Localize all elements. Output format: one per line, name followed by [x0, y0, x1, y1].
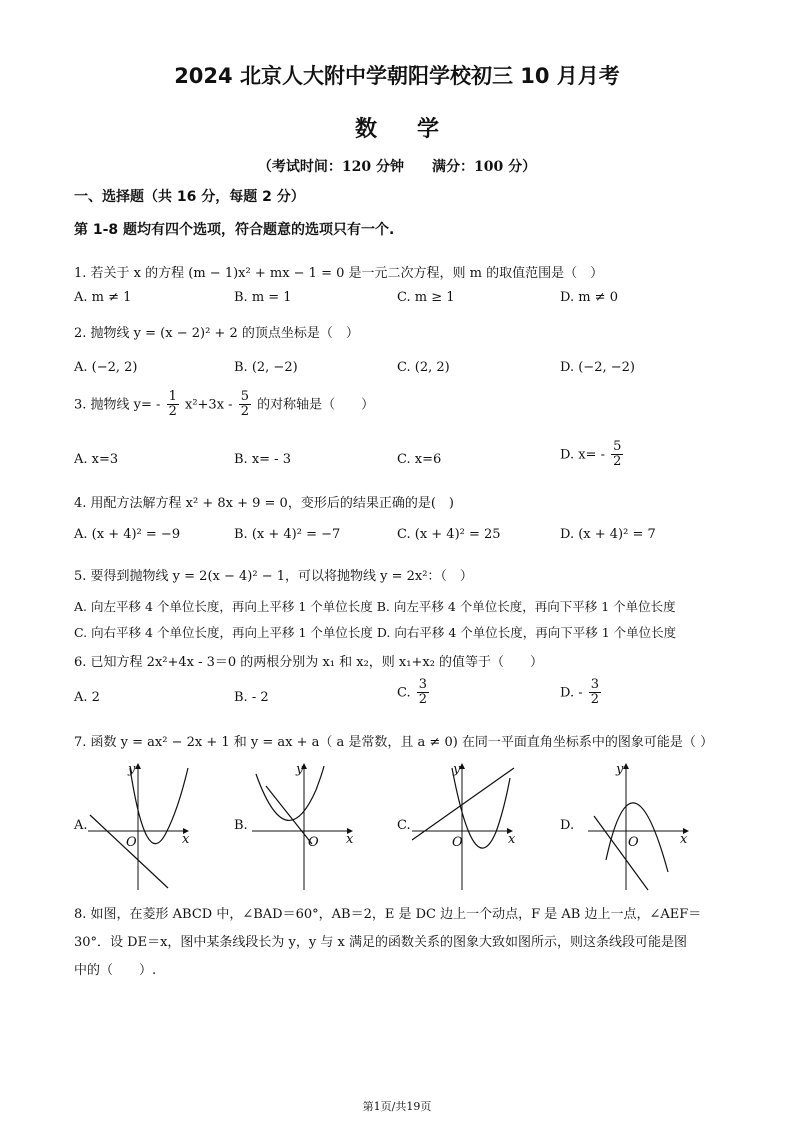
- line-graph: [594, 816, 648, 890]
- graph-c-y-label: y: [453, 762, 461, 777]
- question-3-fraction-1: $\frac{1}{2}$: [168, 389, 177, 420]
- question-1-option-b: B. m = 1: [234, 290, 292, 305]
- question-2-option-c: C. (2, 2): [397, 360, 450, 375]
- question-1-option-a: A. m ≠ 1: [74, 290, 132, 305]
- question-4-option-d: D. (x + 4)² = 7: [560, 527, 656, 542]
- question-2-option-b: B. (2, −2): [234, 360, 298, 375]
- graph-b-y-label: y: [296, 762, 304, 777]
- page-footer: 第1页/共19页: [362, 1100, 432, 1113]
- graph-c-origin-label: O: [452, 835, 463, 850]
- question-7-option-b-label: B.: [234, 818, 248, 833]
- graph-b-x-label: x: [346, 832, 354, 847]
- question-8-line-1: 8. 如图，在菱形 ABCD 中，∠BAD＝60°，AB＝2，E 是 DC 边上一个动点，F 是 AB 边上一点，∠AEF＝: [74, 907, 702, 922]
- question-1-stem: 1. 若关于 x 的方程 (m − 1)x² + mx − 1 = 0 是一元二次方程，则 m 的取值范围是（ ）: [74, 266, 604, 281]
- question-3-fraction-2: $\frac{5}{2}$: [240, 389, 249, 420]
- question-1-option-d: D. m ≠ 0: [560, 290, 618, 305]
- question-7-graph-d: [588, 760, 698, 892]
- question-1-option-c: C. m ≥ 1: [397, 290, 455, 305]
- section-heading: 一、选择题（共 16 分，每题 2 分）: [74, 189, 305, 205]
- graph-b-origin-label: O: [308, 835, 319, 850]
- question-3-option-a: A. x=3: [74, 452, 119, 467]
- question-5-stem: 5. 要得到抛物线 y = 2(x − 4)² − 1，可以将抛物线 y = 2x²：（ ）: [74, 569, 473, 584]
- graph-a-origin-label: O: [126, 835, 137, 850]
- graph-d-origin-label: O: [628, 835, 639, 850]
- question-3-stem: [74, 390, 374, 420]
- question-7-graph-b: [252, 760, 362, 892]
- graph-d-y-label: y: [616, 762, 624, 777]
- question-7-option-a-label: A.: [74, 818, 88, 833]
- question-4-option-c: C. (x + 4)² = 25: [397, 527, 501, 542]
- question-3-option-b: B. x= - 3: [234, 452, 291, 467]
- subject-title: 数学: [354, 117, 479, 142]
- graph-c-x-label: x: [508, 832, 516, 847]
- question-3-option-c: C. x=6: [397, 452, 442, 467]
- question-6-option-b: B. - 2: [234, 690, 269, 705]
- question-3-stem-mid: x²+3x -: [185, 397, 233, 413]
- exam-info: （考试时间：120 分钟 满分：100 分）: [257, 159, 537, 175]
- graph-d-x-label: x: [680, 832, 688, 847]
- question-4-option-a: A. (x + 4)² = −9: [74, 527, 181, 542]
- line-graph: [90, 815, 168, 888]
- question-2-option-d: D. (−2, −2): [560, 360, 635, 375]
- section-instruction: 第 1-8 题均有四个选项，符合题意的选项只有一个.: [74, 222, 395, 238]
- question-4-option-b: B. (x + 4)² = −7: [234, 527, 341, 542]
- question-7-option-d-label: D.: [560, 818, 575, 833]
- question-3-option-d: D. x= - $\frac{5}{2}$: [560, 439, 622, 470]
- question-5-options-line-2: C. 向右平移 4 个单位长度，再向上平移 1 个单位长度 D. 向右平移 4 个单位长度，再向下平移 1 个单位长度: [74, 625, 677, 640]
- line-graph: [266, 786, 312, 844]
- question-7-graph-c: [412, 760, 522, 892]
- question-4-stem: 4. 用配方法解方程 x² + 8x + 9 = 0，变形后的结果正确的是( ): [74, 496, 454, 511]
- graph-a-x-label: x: [182, 832, 190, 847]
- question-7-stem: 7. 函数 y = ax² − 2x + 1 和 y = ax + a（ a 是常数，且 a ≠ 0) 在同一平面直角坐标系中的图象可能是（ ）: [74, 735, 714, 750]
- question-2-option-a: A. (−2, 2): [74, 360, 138, 375]
- question-7-option-c-label: C.: [397, 818, 411, 833]
- page-title: 2024 北京人大附中学朝阳学校初三 10 月月考: [174, 64, 620, 88]
- question-6-option-d: D. - $\frac{3}{2}$: [560, 677, 600, 708]
- parabola-curve: [256, 766, 324, 820]
- question-8-line-3: 中的（ ）.: [74, 963, 157, 978]
- question-6-stem: 6. 已知方程 2x²+4x - 3＝0 的两根分别为 x₁ 和 x₂，则 x₁+x₂ 的值等于（ ）: [74, 655, 544, 670]
- question-7-graph-a: [88, 760, 198, 892]
- question-2-stem: 2. 抛物线 y = (x − 2)² + 2 的顶点坐标是（ ）: [74, 326, 359, 341]
- question-5-options-line-1: A. 向左平移 4 个单位长度，再向上平移 1 个单位长度 B. 向左平移 4 个单位长度，再向下平移 1 个单位长度: [74, 599, 676, 614]
- question-3-stem-suffix: 的对称轴是（ ）: [257, 397, 375, 413]
- graph-a-y-label: y: [128, 762, 136, 777]
- question-6-option-a: A. 2: [74, 690, 100, 705]
- parabola-curve: [130, 768, 188, 844]
- question-3-stem-prefix: 3. 抛物线 y= -: [74, 397, 161, 413]
- question-8-line-2: 30°．设 DE＝x，图中某条线段长为 y，y 与 x 满足的函数关系的图象大致如图所示，则这条线段可能是图: [74, 935, 687, 950]
- question-6-option-c: C. $\frac{3}{2}$: [397, 677, 428, 708]
- line-graph: [412, 768, 514, 840]
